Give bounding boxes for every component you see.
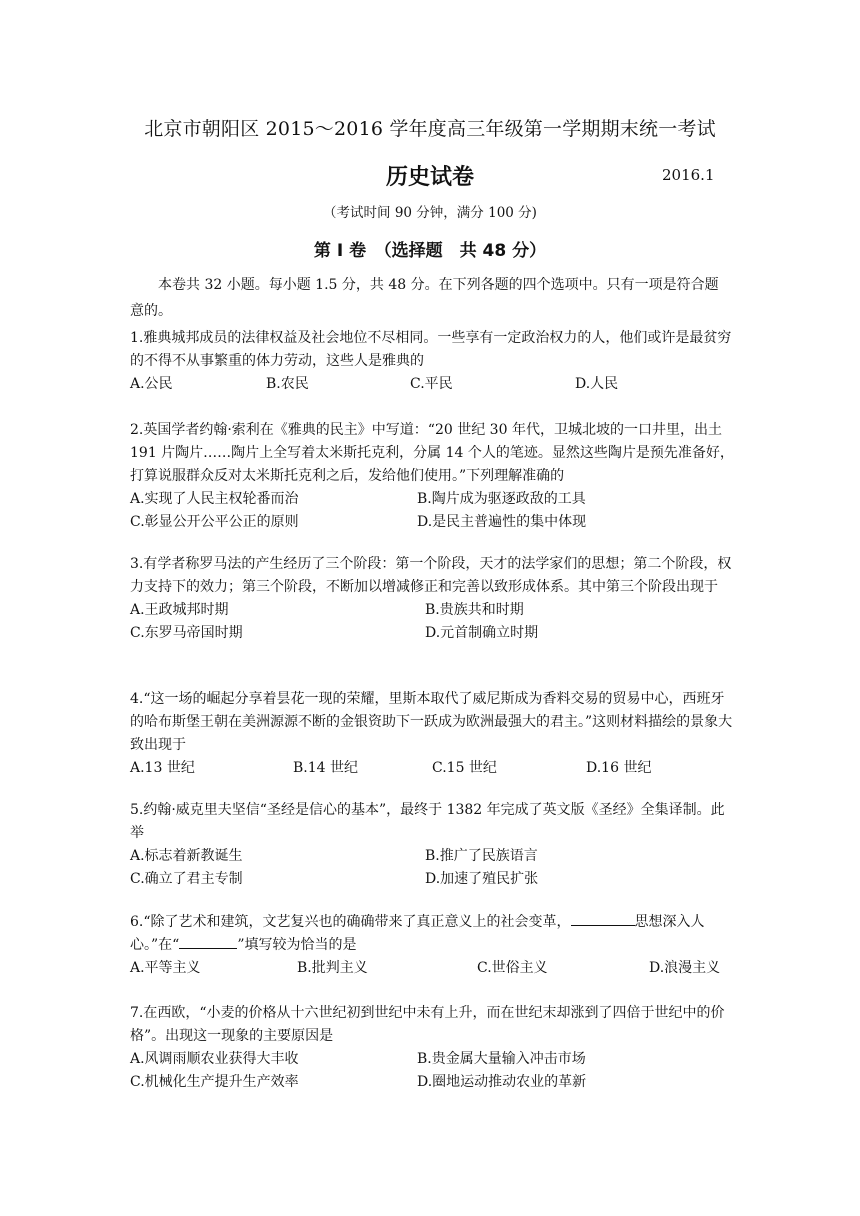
option-c: C.彰显公开公平公正的原则 <box>130 514 299 530</box>
option-c: C.机械化生产提升生产效率 <box>130 1074 299 1090</box>
time-note: （考试时间 90 分钟，满分 100 分) <box>323 205 537 221</box>
option-a: A.平等主义 <box>130 960 201 976</box>
subject-title: 历史试卷 <box>385 165 474 190</box>
options-row <box>130 845 734 868</box>
option-c: C.世俗主义 <box>477 960 548 976</box>
option-a: A.风调雨顺农业获得大丰收 <box>130 1051 299 1067</box>
question-2 <box>130 419 734 534</box>
option-a: A.公民 <box>130 376 173 392</box>
question-stem: 3.有学者称罗马法的产生经历了三个阶段：第一个阶段，天才的法学家们的思想；第二个阶段，权力支持下的效力；第三个阶段，不断加以增减修正和完善以致形成体系。其中第三个阶段出现于 <box>130 556 732 595</box>
options-row <box>130 511 734 534</box>
options-row <box>130 599 734 622</box>
options-row <box>130 868 734 891</box>
question-6 <box>130 911 734 980</box>
stem-part: 6.“除了艺术和建筑，文艺复兴也的确确带来了真正意义上的社会变革， <box>130 914 571 930</box>
option-d: D.圈地运动推动农业的革新 <box>417 1074 587 1090</box>
question-4 <box>130 688 734 780</box>
option-b: B.陶片成为驱逐政敌的工具 <box>417 491 586 507</box>
answer-blank <box>179 934 237 949</box>
question-5 <box>130 799 734 891</box>
option-b: B.批判主义 <box>297 960 368 976</box>
option-c: C.确立了君主专制 <box>130 871 243 887</box>
exam-date: 2016.1 <box>662 166 715 184</box>
section-title: 第 I 卷 （选择题 共 48 分） <box>313 241 547 261</box>
option-c: C.15 世纪 <box>432 760 497 776</box>
option-d: D.浪漫主义 <box>649 960 721 976</box>
instructions: 本卷共 32 小题。每小题 1.5 分，共 48 分。在下列各题的四个选项中。只有一项是符合题意的。 <box>130 277 719 319</box>
options-row <box>130 1071 734 1094</box>
question-stem: 2.英国学者约翰·索利在《雅典的民主》中写道：“20 世纪 30 年代，卫城北坡的一口井里，出土 191 片陶片……陶片上全写着太米斯托克利，分属 14 个人的笔迹。显然这些陶片是预先准备好，打算说服群众反对太米斯托克利之后，发给他们使用。”下列理解准确的 <box>130 422 734 484</box>
options-row <box>130 373 734 396</box>
option-b: B.推广了民族语言 <box>425 848 538 864</box>
option-a: A.标志着新教诞生 <box>130 848 243 864</box>
option-a: A.王政城邦时期 <box>130 602 229 618</box>
options-row <box>130 757 734 780</box>
stem-part: 思想深入人心。”在“ <box>130 914 705 953</box>
option-a: A.实现了人民主权轮番而治 <box>130 491 299 507</box>
option-c: C.平民 <box>410 376 453 392</box>
option-b: B.14 世纪 <box>293 760 359 776</box>
question-stem: 4.“这一场的崛起分享着昙花一现的荣耀，里斯本取代了威尼斯成为香料交易的贸易中心，西班牙的哈布斯堡王朝在美洲源源不断的金银资助下一跃成为欧洲最强大的君主。”这则材料描绘的景象大致出现于 <box>130 691 733 753</box>
question-7 <box>130 1002 734 1094</box>
option-d: D.元首制确立时期 <box>425 625 539 641</box>
question-1 <box>130 327 734 396</box>
options-row <box>130 622 734 645</box>
option-d: D.人民 <box>575 376 619 392</box>
options-row <box>130 1048 734 1071</box>
option-b: B.贵族共和时期 <box>425 602 524 618</box>
option-b: B.贵金属大量输入冲击市场 <box>417 1051 586 1067</box>
option-d: D.16 世纪 <box>586 760 652 776</box>
question-3 <box>130 553 734 645</box>
exam-title: 北京市朝阳区 2015～2016 学年度高三年级第一学期期末统一考试 <box>144 118 716 140</box>
question-stem: 7.在西欧，“小麦的价格从十六世纪初到世纪中未有上升，而在世纪末却涨到了四倍于世纪中的价格”。出现这一现象的主要原因是 <box>130 1005 725 1044</box>
option-c: C.东罗马帝国时期 <box>130 625 243 641</box>
answer-blank <box>571 911 635 926</box>
stem-part: ”填写较为恰当的是 <box>237 937 357 953</box>
question-stem <box>130 911 734 957</box>
question-stem: 5.约翰·威克里夫坚信“圣经是信心的基本”，最终于 1382 年完成了英文版《圣经》全集译制。此举 <box>130 802 725 841</box>
options-row <box>130 488 734 511</box>
option-d: D.加速了殖民扩张 <box>425 871 539 887</box>
option-d: D.是民主普遍性的集中体现 <box>417 514 587 530</box>
question-stem: 1.雅典城邦成员的法律权益及社会地位不尽相同。一些享有一定政治权力的人，他们或许是最贫穷的不得不从事繁重的体力劳动，这些人是雅典的 <box>130 330 732 369</box>
options-row <box>130 957 734 980</box>
option-a: A.13 世纪 <box>130 760 195 776</box>
option-b: B.农民 <box>266 376 309 392</box>
